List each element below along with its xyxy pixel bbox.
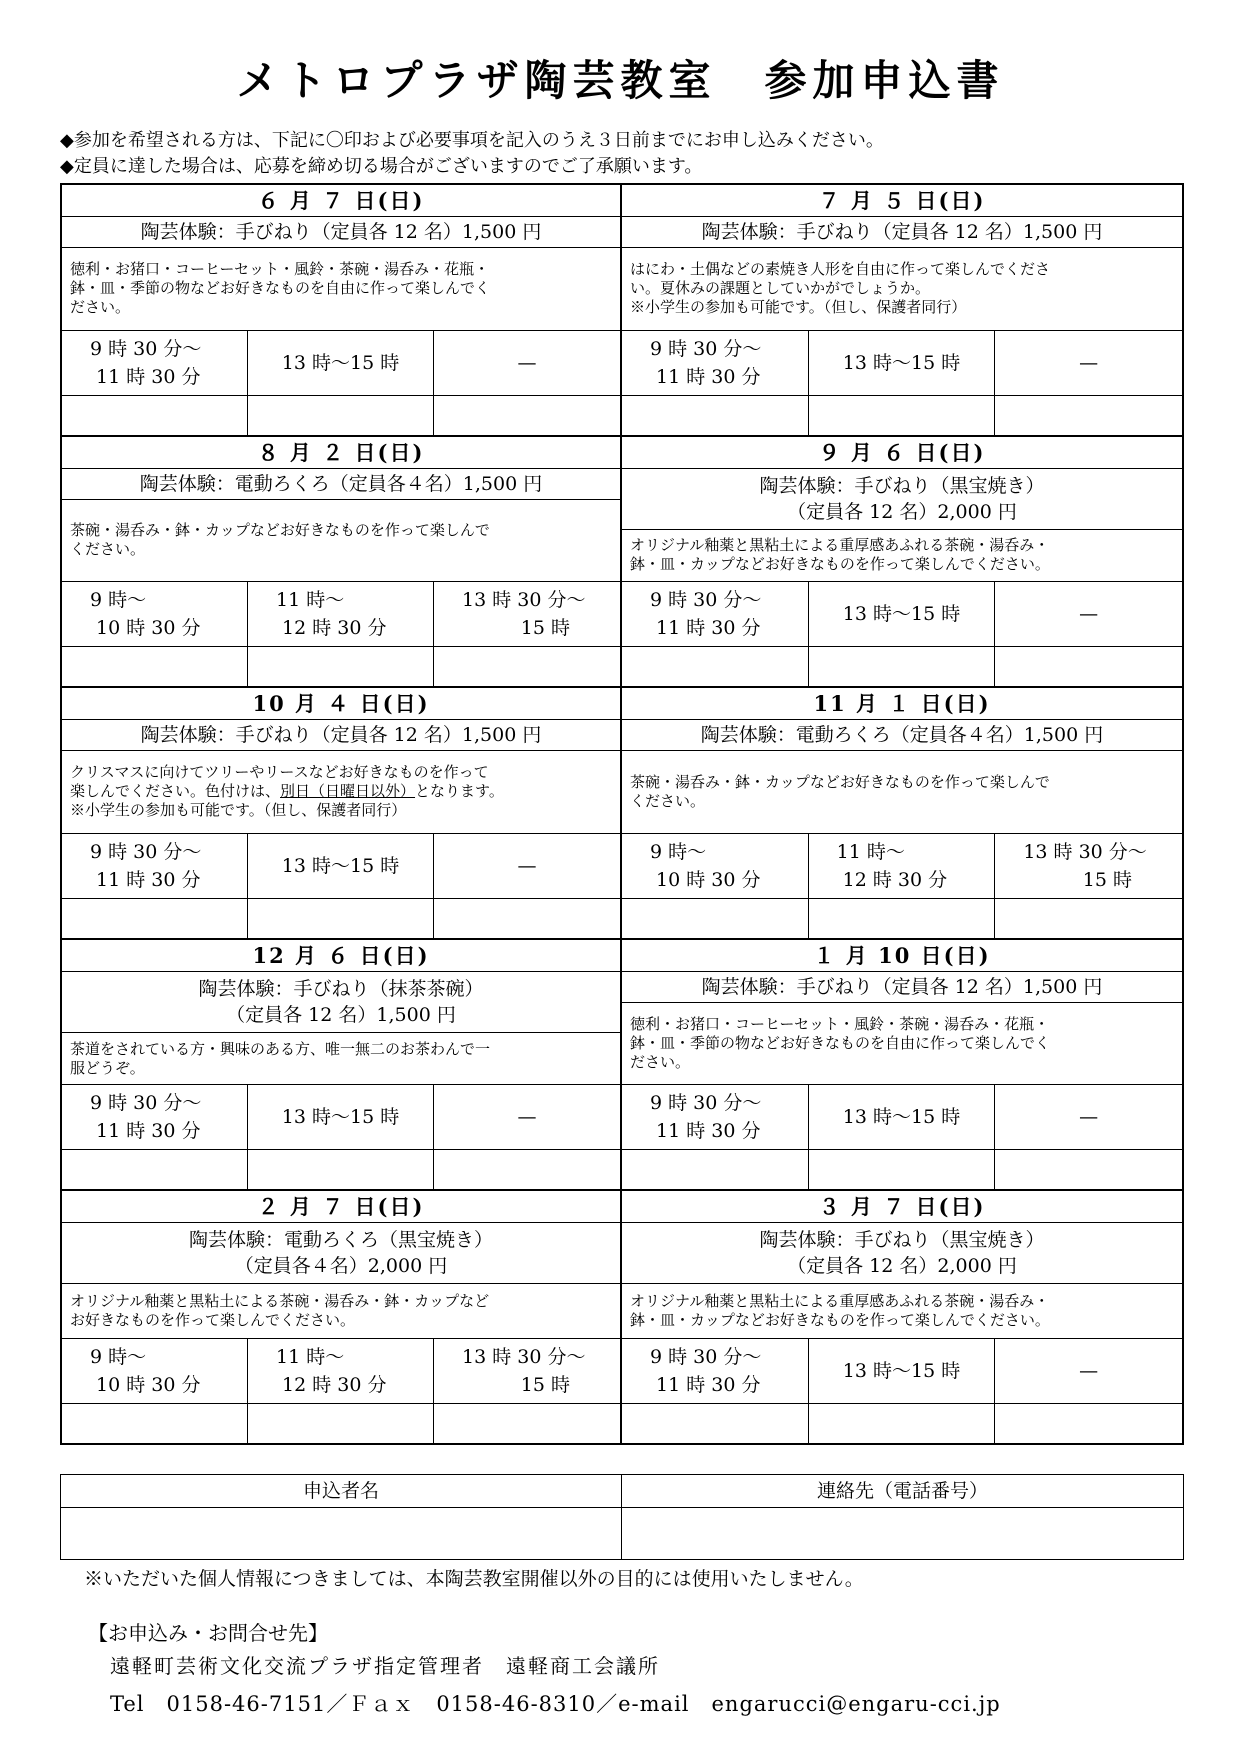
- session-course: [62, 469, 620, 500]
- time-slot-text: 10 時 30 分: [656, 868, 761, 891]
- privacy-note: ※いただいた個人情報につきましては、本陶芸教室開催以外の目的には使用いたしません。: [84, 1568, 864, 1590]
- applicant-table: [60, 1474, 1184, 1560]
- session-block: [62, 437, 622, 689]
- session-course: [62, 720, 620, 751]
- time-slot-text: 13 時～15 時: [842, 1106, 961, 1129]
- time-slot-text: 13 時～15 時: [281, 1106, 400, 1129]
- page-title: メトロプラザ陶芸教室 参加申込書: [236, 56, 1005, 105]
- notice-deadline: ◆参加を希望される方は、下記に〇印および必要事項を記入のうえ３日前までにお申し込みください。: [60, 130, 884, 151]
- time-slot: [995, 1339, 1182, 1403]
- time-slot-text: 9 時 30 分～: [650, 589, 762, 612]
- time-slot-row: [62, 331, 620, 396]
- session-date: ２ 月 ７ 日(日): [62, 1191, 620, 1223]
- course-line: 陶芸体験：手びねり（定員各 12 名）1,500 円: [140, 221, 542, 243]
- time-slot-text: 13 時 30 分～: [462, 589, 586, 612]
- time-slot: [434, 1085, 620, 1149]
- applicant-phone-header: 連絡先（電話番号）: [622, 1475, 1183, 1508]
- time-slot: [248, 331, 434, 395]
- selection-cell[interactable]: [434, 899, 620, 938]
- course-line: 陶芸体験：手びねり（定員各 12 名）1,500 円: [701, 221, 1103, 243]
- session-date: ７ 月 ５ 日(日): [622, 185, 1182, 217]
- selection-cell[interactable]: [434, 1150, 620, 1189]
- selection-cell[interactable]: [434, 1404, 620, 1443]
- time-slot-row: [622, 1339, 1182, 1404]
- selection-row: [62, 1404, 620, 1443]
- time-slot-text: 11 時～: [836, 840, 905, 863]
- course-line: （定員各４名）2,000 円: [234, 1255, 448, 1278]
- time-slot: [62, 834, 248, 898]
- time-slot-text: —: [1079, 1360, 1099, 1382]
- applicant-name-header: 申込者名: [61, 1475, 622, 1508]
- time-slot-text: 11 時 30 分: [96, 365, 201, 388]
- time-slot-text: —: [1079, 1106, 1099, 1129]
- description-text: となります。: [415, 782, 504, 801]
- session-date: ３ 月 ７ 日(日): [622, 1191, 1182, 1223]
- selection-cell[interactable]: [622, 1404, 809, 1443]
- session-course: [622, 720, 1182, 751]
- time-slot-text: —: [517, 351, 537, 374]
- selection-cell[interactable]: [62, 647, 248, 686]
- session-block: [622, 437, 1182, 689]
- time-slot: [248, 1085, 434, 1149]
- time-slot-text: 9 時 30 分～: [90, 1092, 202, 1115]
- selection-cell[interactable]: [248, 647, 434, 686]
- selection-cell[interactable]: [995, 1404, 1182, 1443]
- time-slot-row: [622, 582, 1182, 647]
- description-line: ださい。: [70, 298, 131, 317]
- session-course: [622, 469, 1182, 530]
- description-line: オリジナル釉薬と黒粘土による茶碗・湯呑み・鉢・カップなど: [70, 1292, 490, 1311]
- time-slot: [809, 331, 996, 395]
- time-slot-text: 12 時 30 分: [282, 617, 387, 640]
- time-slot-row: [62, 582, 620, 647]
- selection-row: [62, 1150, 620, 1189]
- time-slot-text: 10 時 30 分: [96, 1374, 201, 1396]
- time-slot: [809, 1085, 996, 1149]
- time-slot: [809, 582, 996, 646]
- course-line: 陶芸体験：手びねり（黒宝焼き）: [759, 474, 1045, 497]
- session-block: [622, 940, 1182, 1192]
- time-slot-text: 11 時 30 分: [96, 1120, 201, 1143]
- time-slot: [62, 331, 248, 395]
- session-course: [622, 217, 1182, 248]
- contact-heading: 【お申込み・お問合せ先】: [88, 1621, 328, 1645]
- time-slot: [62, 1085, 248, 1149]
- selection-cell[interactable]: [622, 396, 809, 435]
- selection-row: [622, 1404, 1182, 1443]
- time-slot: [248, 1339, 434, 1403]
- selection-cell[interactable]: [434, 647, 620, 686]
- time-slot-text: 12 時 30 分: [842, 868, 948, 891]
- time-slot-text: 15 時: [1082, 868, 1132, 891]
- session-description: [622, 1284, 1182, 1339]
- description-line: 鉢・皿・カップなどお好きなものを作って楽しんでください。: [630, 1311, 1050, 1330]
- applicant-phone-field[interactable]: [622, 1508, 1183, 1559]
- time-slot-text: 9 時～: [90, 589, 147, 612]
- session-date: 10 月 ４ 日(日): [62, 688, 620, 720]
- time-slot-row: [62, 1085, 620, 1150]
- time-slot-text: 13 時～15 時: [842, 603, 961, 626]
- time-slot-row: [62, 834, 620, 899]
- description-line: オリジナル釉薬と黒粘土による重厚感あふれる茶碗・湯呑み・: [630, 536, 1050, 555]
- time-slot: [434, 1339, 620, 1403]
- time-slot: [995, 582, 1182, 646]
- selection-row: [62, 647, 620, 686]
- description-line: い。夏休みの課題としていかがでしょうか。: [630, 279, 931, 298]
- session-description: [62, 248, 620, 331]
- session-block: [622, 185, 1182, 437]
- selection-cell[interactable]: [62, 396, 248, 435]
- description-line: [70, 782, 612, 801]
- selection-row: [622, 647, 1182, 686]
- time-slot: [248, 834, 434, 898]
- time-slot-text: 11 時～: [276, 1346, 345, 1368]
- time-slot: [809, 1339, 996, 1403]
- selection-cell[interactable]: [62, 1150, 248, 1189]
- time-slot-text: 13 時～15 時: [281, 854, 400, 877]
- session-course: [622, 1223, 1182, 1284]
- description-underlined: 別日（日曜日以外）: [280, 782, 416, 801]
- time-slot: [248, 582, 434, 646]
- time-slot-text: 15 時: [520, 1374, 570, 1396]
- description-line: 徳利・お猪口・コーヒーセット・風鈴・茶碗・湯呑み・花瓶・: [70, 260, 490, 279]
- course-line: （定員各 12 名）1,500 円: [226, 1003, 456, 1026]
- course-line: （定員各 12 名）2,000 円: [787, 500, 1017, 523]
- selection-cell[interactable]: [809, 647, 996, 686]
- course-line: 陶芸体験：電動ろくろ（定員各４名）1,500 円: [700, 724, 1104, 747]
- time-slot-text: 13 時～15 時: [842, 351, 961, 374]
- time-slot-text: 13 時～15 時: [281, 351, 400, 374]
- session-block: [62, 688, 622, 940]
- session-description: [62, 500, 620, 583]
- session-course: [62, 972, 620, 1033]
- selection-row: [622, 1150, 1182, 1189]
- session-description: [622, 248, 1182, 331]
- selection-cell[interactable]: [995, 647, 1182, 686]
- time-slot: [995, 1085, 1182, 1149]
- description-line: 鉢・皿・季節の物などお好きなものを自由に作って楽しんでく: [630, 1034, 1051, 1053]
- session-block: [62, 185, 622, 437]
- time-slot-text: 13 時 30 分～: [462, 1346, 586, 1368]
- time-slot-text: 11 時～: [276, 589, 345, 612]
- time-slot-text: 10 時 30 分: [96, 617, 201, 640]
- selection-cell[interactable]: [995, 396, 1182, 435]
- description-line: ※小学生の参加も可能です。（但し、保護者同行）: [70, 801, 407, 820]
- selection-cell[interactable]: [248, 396, 434, 435]
- time-slot-text: —: [1079, 603, 1099, 626]
- description-line: ※小学生の参加も可能です。（但し、保護者同行）: [630, 298, 967, 317]
- time-slot-row: [622, 834, 1182, 899]
- session-course: [62, 217, 620, 248]
- time-slot-text: —: [1079, 351, 1099, 374]
- session-block: [622, 1191, 1182, 1443]
- time-slot-text: 11 時 30 分: [656, 365, 761, 388]
- session-description: [622, 530, 1182, 583]
- time-slot: [434, 582, 620, 646]
- time-slot: [434, 331, 620, 395]
- selection-cell[interactable]: [248, 899, 434, 938]
- session-description: [62, 1033, 620, 1086]
- session-description: [622, 1003, 1182, 1086]
- selection-cell[interactable]: [995, 899, 1182, 938]
- session-grid: [60, 183, 1184, 1445]
- contact-organization: 遠軽町芸術文化交流プラザ指定管理者 遠軽商工会議所: [110, 1654, 660, 1678]
- selection-cell[interactable]: [809, 396, 996, 435]
- time-slot: [622, 582, 809, 646]
- description-line: ください。: [630, 791, 706, 810]
- course-line: （定員各 12 名）2,000 円: [787, 1255, 1017, 1278]
- description-line: 服どうぞ。: [70, 1058, 145, 1077]
- time-slot-text: 9 時～: [650, 840, 707, 863]
- time-slot-text: 13 時 30 分～: [1023, 840, 1147, 863]
- selection-cell[interactable]: [248, 1404, 434, 1443]
- time-slot-text: 9 時～: [90, 1346, 147, 1368]
- description-line: オリジナル釉薬と黒粘土による重厚感あふれる茶碗・湯呑み・: [630, 1292, 1050, 1311]
- description-line: 茶碗・湯呑み・鉢・カップなどお好きなものを作って楽しんで: [70, 521, 490, 540]
- time-slot-text: 11 時 30 分: [96, 868, 201, 891]
- course-line: 陶芸体験：手びねり（定員各 12 名）1,500 円: [701, 975, 1103, 998]
- applicant-name-field[interactable]: [61, 1508, 622, 1559]
- course-line: 陶芸体験：手びねり（抹茶茶碗）: [198, 977, 484, 1000]
- time-slot: [995, 331, 1182, 395]
- time-slot: [62, 1339, 248, 1403]
- time-slot-text: 11 時 30 分: [656, 1120, 761, 1143]
- course-line: 陶芸体験：電動ろくろ（黒宝焼き）: [188, 1229, 493, 1252]
- session-course: [622, 972, 1182, 1003]
- session-date: ９ 月 ６ 日(日): [622, 437, 1182, 469]
- time-slot-text: 9 時 30 分～: [650, 1346, 762, 1368]
- time-slot-text: —: [517, 1106, 537, 1129]
- description-line: 鉢・皿・カップなどお好きなものを作って楽しんでください。: [630, 555, 1050, 574]
- description-line: はにわ・土偶などの素焼き人形を自由に作って楽しんでくださ: [630, 260, 1051, 279]
- session-date: 12 月 ６ 日(日): [62, 940, 620, 972]
- description-line: 鉢・皿・季節の物などお好きなものを自由に作って楽しんでく: [70, 279, 491, 298]
- session-date: ８ 月 ２ 日(日): [62, 437, 620, 469]
- selection-row: [62, 396, 620, 435]
- notice-capacity: ◆定員に達した場合は、応募を締め切る場合がございますのでご了承願います。: [60, 156, 703, 177]
- time-slot-row: [622, 331, 1182, 396]
- session-date: 11 月 １ 日(日): [622, 688, 1182, 720]
- description-line: クリスマスに向けてツリーやリースなどお好きなものを作って: [70, 763, 489, 782]
- selection-cell[interactable]: [62, 1404, 248, 1443]
- time-slot-row: [62, 1339, 620, 1404]
- selection-cell[interactable]: [809, 899, 996, 938]
- time-slot-text: 9 時 30 分～: [650, 1092, 762, 1115]
- time-slot: [622, 1085, 809, 1149]
- selection-row: [622, 396, 1182, 435]
- time-slot-text: 11 時 30 分: [656, 617, 761, 640]
- session-date: １ 月 10 日(日): [622, 940, 1182, 972]
- selection-row: [622, 899, 1182, 938]
- selection-cell[interactable]: [809, 1404, 996, 1443]
- description-text: 楽しんでください。色付けは、: [70, 782, 281, 801]
- time-slot-text: 13 時～15 時: [842, 1360, 961, 1382]
- session-description: [622, 751, 1182, 834]
- time-slot: [622, 1339, 809, 1403]
- contact-details: Tel 0158-46-7151／Ｆａｘ 0158-46-8310／e-mail engarucci@engaru-cci.jp: [110, 1692, 1001, 1716]
- selection-cell[interactable]: [995, 1150, 1182, 1189]
- session-date: ６ 月 ７ 日(日): [62, 185, 620, 217]
- session-description: [62, 751, 620, 834]
- time-slot: [622, 331, 809, 395]
- session-block: [62, 1191, 622, 1443]
- description-line: ください。: [70, 540, 146, 559]
- description-line: 茶碗・湯呑み・鉢・カップなどお好きなものを作って楽しんで: [630, 772, 1050, 791]
- time-slot: [622, 834, 809, 898]
- time-slot-text: 9 時 30 分～: [90, 337, 202, 360]
- course-line: 陶芸体験：電動ろくろ（定員各４名）1,500 円: [139, 472, 543, 495]
- time-slot: [995, 834, 1182, 898]
- description-line: ださい。: [630, 1053, 691, 1072]
- course-line: 陶芸体験：手びねり（黒宝焼き）: [759, 1229, 1045, 1252]
- time-slot: [434, 834, 620, 898]
- description-line: お好きなものを作って楽しんでください。: [70, 1311, 356, 1330]
- session-description: [62, 1284, 620, 1339]
- time-slot: [809, 834, 996, 898]
- session-course: [62, 1223, 620, 1284]
- selection-cell[interactable]: [62, 899, 248, 938]
- selection-cell[interactable]: [434, 396, 620, 435]
- selection-cell[interactable]: [622, 647, 809, 686]
- time-slot-row: [622, 1085, 1182, 1150]
- time-slot: [62, 582, 248, 646]
- time-slot-text: 9 時 30 分～: [90, 840, 202, 863]
- time-slot-text: 15 時: [520, 617, 570, 640]
- selection-cell[interactable]: [622, 899, 809, 938]
- description-line: 徳利・お猪口・コーヒーセット・風鈴・茶碗・湯呑み・花瓶・: [630, 1015, 1050, 1034]
- selection-cell[interactable]: [248, 1150, 434, 1189]
- course-line: 陶芸体験：手びねり（定員各 12 名）1,500 円: [140, 724, 542, 747]
- selection-cell[interactable]: [809, 1150, 996, 1189]
- description-line: 茶道をされている方・興味のある方、唯一無二のお茶わんで一: [70, 1039, 491, 1058]
- time-slot-text: 12 時 30 分: [282, 1374, 387, 1396]
- selection-cell[interactable]: [622, 1150, 809, 1189]
- time-slot-text: 9 時 30 分～: [650, 337, 762, 360]
- selection-row: [62, 899, 620, 938]
- session-block: [622, 688, 1182, 940]
- time-slot-text: —: [517, 854, 537, 877]
- time-slot-text: 11 時 30 分: [656, 1374, 761, 1396]
- session-block: [62, 940, 622, 1192]
